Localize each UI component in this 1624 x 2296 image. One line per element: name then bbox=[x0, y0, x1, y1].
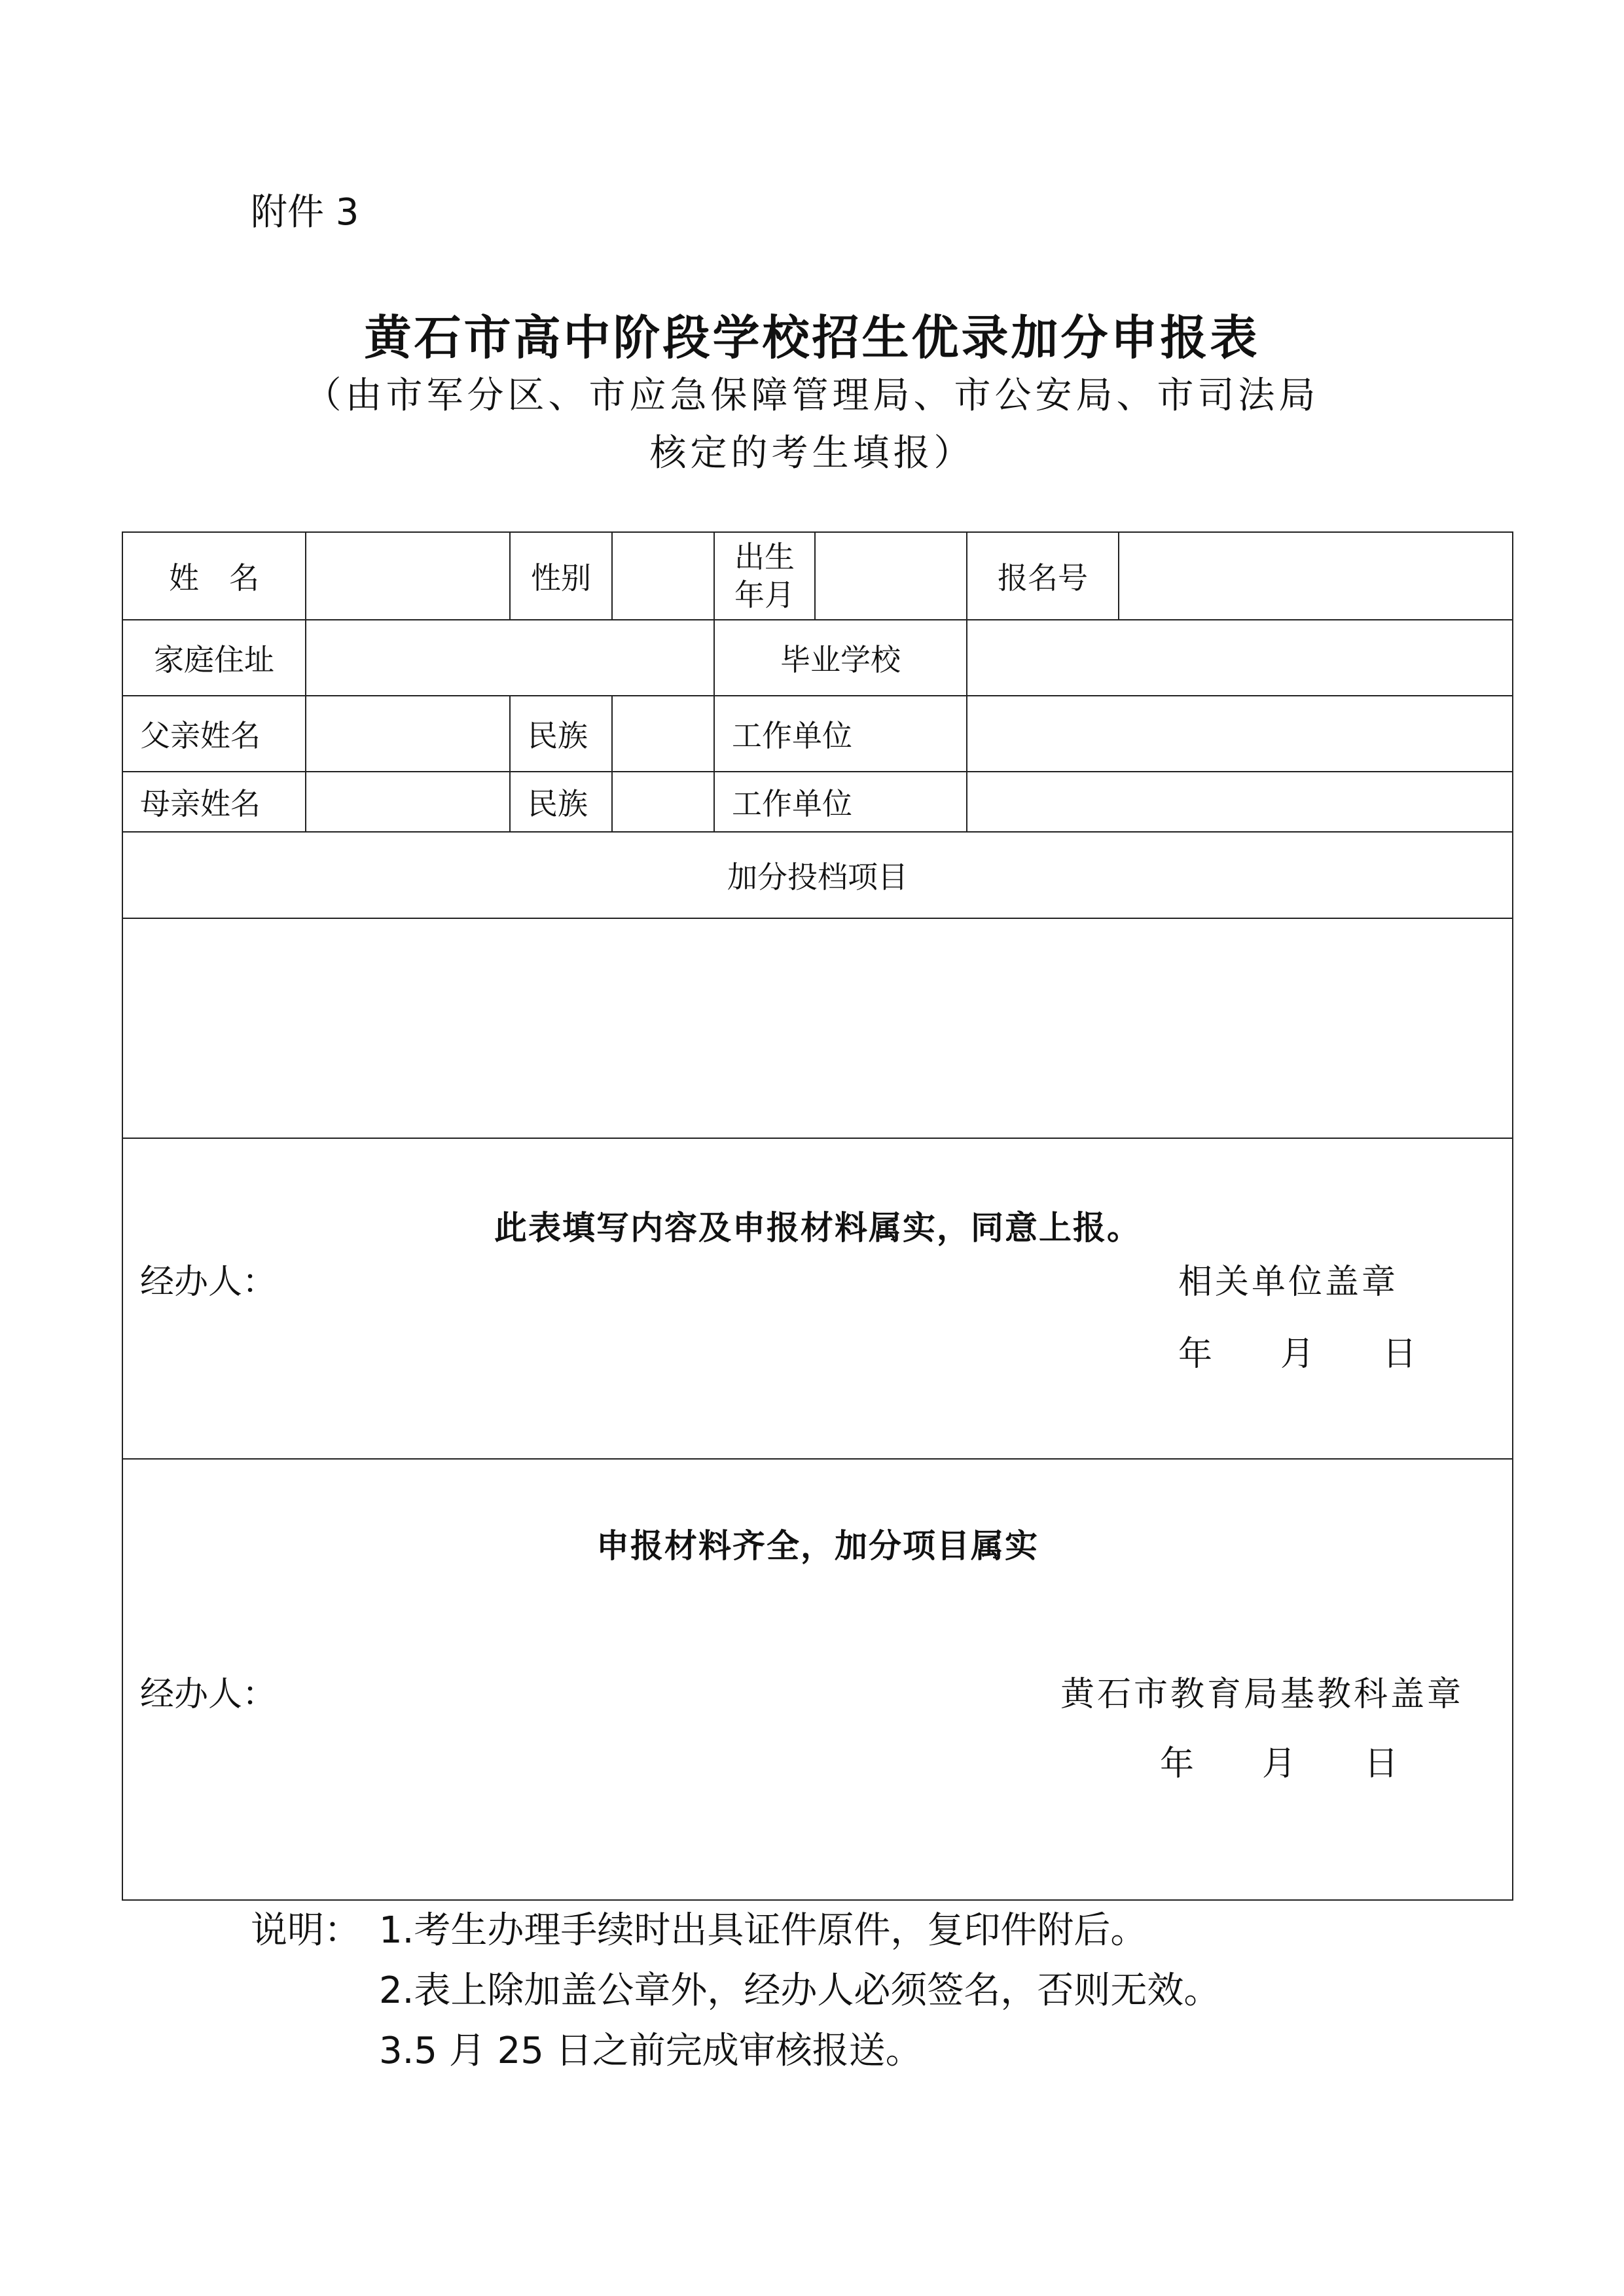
birth-label bbox=[714, 532, 815, 620]
school-label: 毕业学校 bbox=[714, 620, 967, 696]
school-field[interactable] bbox=[967, 620, 1513, 696]
notes-section bbox=[251, 1901, 1220, 2081]
row-mother bbox=[122, 772, 1513, 832]
father-ethnicity-field[interactable] bbox=[612, 696, 714, 772]
subtitle-line-2: 核定的考生填报） bbox=[649, 432, 975, 475]
form-title: 黄石市高中阶段学校招生优录加分申报表 bbox=[364, 310, 1260, 365]
note-item: 1.考生办理手续时出具证件原件，复印件附后。 bbox=[379, 1909, 1147, 1952]
note-item: 3.5 月 25 日之前完成审核报送。 bbox=[379, 2030, 922, 2072]
row-unit-approval bbox=[122, 1138, 1513, 1459]
father-name-field[interactable] bbox=[306, 696, 510, 772]
attachment-label: 附件 3 bbox=[251, 191, 359, 234]
birth-label-line-1: 出生 bbox=[734, 539, 795, 575]
mother-ethnicity-field[interactable] bbox=[612, 772, 714, 832]
reg-no-label: 报名号 bbox=[967, 532, 1119, 620]
mother-ethnicity-label: 民族 bbox=[510, 772, 612, 832]
reg-no-field[interactable] bbox=[1119, 532, 1513, 620]
address-label: 家庭住址 bbox=[122, 620, 306, 696]
unit-approval-cell bbox=[122, 1138, 1513, 1459]
row-edu-approval bbox=[122, 1459, 1513, 1900]
notes-label: 说明： bbox=[251, 1909, 361, 1952]
project-content-field[interactable] bbox=[122, 918, 1513, 1138]
birth-label-line-2: 年月 bbox=[734, 577, 795, 613]
unit-handler-label: 经办人： bbox=[140, 1263, 277, 1302]
father-name-label: 父亲姓名 bbox=[122, 696, 306, 772]
birth-field[interactable] bbox=[815, 532, 967, 620]
edu-stamp-label: 黄石市教育局基教科盖章 bbox=[1060, 1675, 1464, 1714]
address-field[interactable] bbox=[306, 620, 714, 696]
row-project-content bbox=[122, 918, 1513, 1138]
row-project-header bbox=[122, 832, 1513, 918]
subtitle-line-1: （由市军分区、市应急保障管理局、市公安局、市司法局 bbox=[304, 374, 1320, 417]
father-employer-label: 工作单位 bbox=[714, 696, 967, 772]
mother-employer-field[interactable] bbox=[967, 772, 1513, 832]
gender-field[interactable] bbox=[612, 532, 714, 620]
row-father bbox=[122, 696, 1513, 772]
name-field[interactable] bbox=[306, 532, 510, 620]
father-ethnicity-label: 民族 bbox=[510, 696, 612, 772]
application-form-table bbox=[122, 531, 1513, 1901]
name-label: 姓 名 bbox=[122, 532, 306, 620]
edu-handler-label: 经办人： bbox=[140, 1675, 277, 1714]
mother-name-field[interactable] bbox=[306, 772, 510, 832]
father-employer-field[interactable] bbox=[967, 696, 1513, 772]
gender-label: 性别 bbox=[510, 532, 612, 620]
mother-employer-label: 工作单位 bbox=[714, 772, 967, 832]
edu-statement: 申报材料齐全，加分项目属实 bbox=[596, 1526, 1039, 1565]
edu-date-label: 年 月 日 bbox=[1160, 1744, 1399, 1784]
notes-row-1 bbox=[251, 1901, 1220, 1961]
row-address bbox=[122, 620, 1513, 696]
unit-stamp-label: 相关单位盖章 bbox=[1178, 1263, 1399, 1302]
mother-name-label: 母亲姓名 bbox=[122, 772, 306, 832]
note-item: 2.表上除加盖公章外，经办人必须签名，否则无效。 bbox=[379, 1969, 1221, 2012]
unit-statement: 此表填写内容及申报材料属实，同意上报。 bbox=[494, 1208, 1141, 1247]
unit-date-label: 年 月 日 bbox=[1178, 1335, 1417, 1374]
row-basic-info bbox=[122, 532, 1513, 620]
edu-approval-cell bbox=[122, 1459, 1513, 1900]
project-label: 加分投档项目 bbox=[122, 832, 1513, 918]
